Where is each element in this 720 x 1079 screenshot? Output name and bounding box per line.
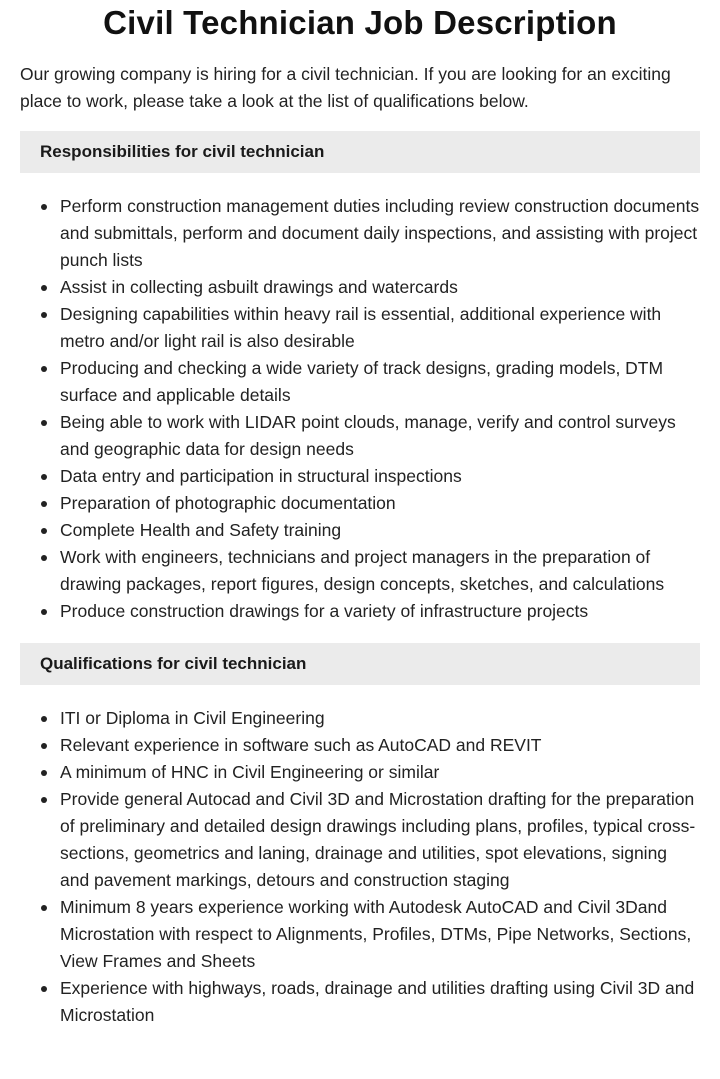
list-item: Experience with highways, roads, drainage and utilities drafting using Civil 3D and Microstation — [60, 975, 700, 1029]
list-item: Work with engineers, technicians and project managers in the preparation of drawing packages, report figures, design concepts, sketches, and calculations — [60, 544, 700, 598]
list-item: Preparation of photographic documentation — [60, 490, 700, 517]
list-item: Data entry and participation in structural inspections — [60, 463, 700, 490]
list-item: Designing capabilities within heavy rail is essential, additional experience with metro and/or light rail is also desirable — [60, 301, 700, 355]
responsibilities-heading: Responsibilities for civil technician — [20, 131, 700, 173]
qualifications-heading: Qualifications for civil technician — [20, 643, 700, 685]
responsibilities-list — [20, 193, 700, 625]
list-item: Relevant experience in software such as AutoCAD and REVIT — [60, 732, 700, 759]
list-item: A minimum of HNC in Civil Engineering or similar — [60, 759, 700, 786]
list-item: Producing and checking a wide variety of track designs, grading models, DTM surface and applicable details — [60, 355, 700, 409]
list-item: Complete Health and Safety training — [60, 517, 700, 544]
list-item: Produce construction drawings for a variety of infrastructure projects — [60, 598, 700, 625]
list-item: Perform construction management duties including review construction documents and submittals, perform and document daily inspections, and assisting with project punch lists — [60, 193, 700, 274]
list-item: Assist in collecting asbuilt drawings and watercards — [60, 274, 700, 301]
qualifications-list — [20, 705, 700, 1029]
list-item: Provide general Autocad and Civil 3D and Microstation drafting for the preparation of preliminary and detailed design drawings including plans, profiles, typical cross-sections, geometrics and laning, drainage and utilities, spot elevations, signing and pavement markings, detours and construction staging — [60, 786, 700, 894]
page-title: Civil Technician Job Description — [103, 4, 617, 41]
list-item: Minimum 8 years experience working with Autodesk AutoCAD and Civil 3Dand Microstation with respect to Alignments, Profiles, DTMs, Pipe Networks, Sections, View Frames and Sheets — [60, 894, 700, 975]
intro-paragraph: Our growing company is hiring for a civil technician. If you are looking for an exciting place to work, please take a look at the list of qualifications below. — [20, 64, 671, 111]
list-item: Being able to work with LIDAR point clouds, manage, verify and control surveys and geographic data for design needs — [60, 409, 700, 463]
list-item: ITI or Diploma in Civil Engineering — [60, 705, 700, 732]
